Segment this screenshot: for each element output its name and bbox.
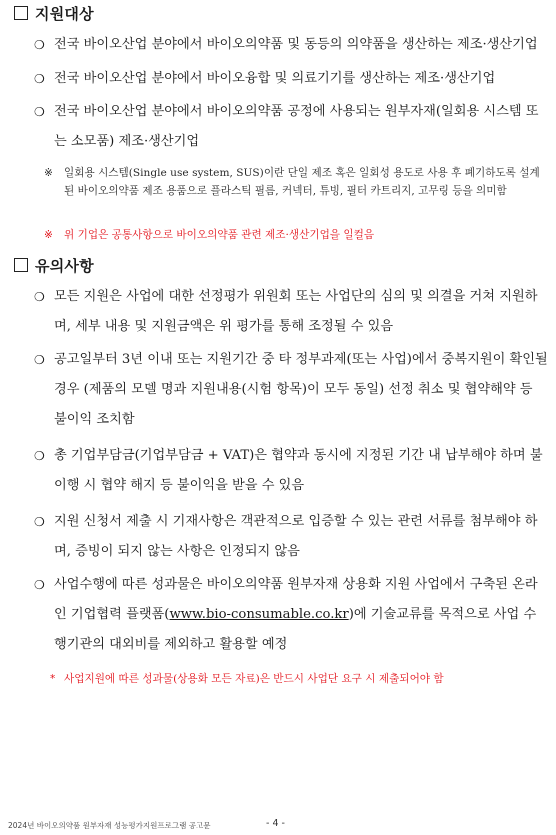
platform-link[interactable]: www.bio-consumable.co.kr: [169, 607, 349, 622]
section-title-text: 지원대상: [35, 5, 94, 23]
circle-bullet-icon: ❍: [34, 515, 45, 529]
list-item: [34, 97, 548, 157]
item-text-part: )에 기술교류를 목적으로 사업 수행기관의 대외비를 제외하고 활용할 예정: [54, 607, 537, 652]
list-item-text: 전국 바이오산업 분야에서 바이오의약품 공정에 사용되는 원부자재(일회용 시스템 또는 소모품) 제조·생산기업: [54, 104, 539, 149]
note-sus: [44, 164, 544, 200]
note-text: 위 기업은 공통사항으로 바이오의약품 관련 제조·생산기업을 일컬음: [64, 229, 375, 241]
circle-bullet-icon: ❍: [34, 105, 45, 119]
list-item: [34, 30, 548, 60]
section-title-eligibility: [14, 3, 94, 24]
reference-mark-icon: ※: [44, 229, 53, 241]
note-text: 일회용 시스템(Single use system, SUS)이란 단일 제조 혹은 일회성 용도로 사용 후 폐기하도록 설계된 바이오의약품 제조 용품으로 플라스틱 필름, 커넥터, 튜빙, 필터 카트리지, 고무링 등을 의미함: [64, 167, 540, 197]
list-item: [34, 282, 548, 342]
circle-bullet-icon: ❍: [34, 578, 45, 592]
list-item: [34, 345, 548, 435]
item-text-part: 사업수행에 따른 성과물은 바이오의약품 원부자재 상용화 지원 사업에서 구축된 온라인 기업협력 플랫폼(: [54, 577, 538, 622]
list-item-text: 전국 바이오산업 분야에서 바이오융합 및 의료기기를 생산하는 제조·생산기업: [54, 71, 496, 86]
list-item-text: 지원 신청서 제출 시 기재사항은 객관적으로 입증할 수 있는 관련 서류를 첨부해야 하며, 증빙이 되지 않는 사항은 인정되지 않음: [54, 514, 538, 559]
circle-bullet-icon: ❍: [34, 72, 45, 86]
list-item: [34, 507, 548, 567]
list-item-text: 전국 바이오산업 분야에서 바이오의약품 및 동등의 의약품을 생산하는 제조·생산기업: [54, 37, 538, 52]
circle-bullet-icon: ❍: [34, 449, 45, 463]
circle-bullet-icon: ❍: [34, 38, 45, 52]
circle-bullet-icon: ❍: [34, 290, 45, 304]
note-text: 사업지원에 따른 성과물(상용화 모든 자료)은 반드시 사업단 요구 시 제출되어야 함: [64, 673, 444, 685]
page-number: - 4 -: [266, 818, 285, 829]
list-item-text: 모든 지원은 사업에 대한 선정평가 위원회 또는 사업단의 심의 및 의결을 거쳐 지원하며, 세부 내용 및 지원금액은 위 평가를 통해 조정될 수 있음: [54, 289, 538, 334]
note-red-common: [44, 226, 544, 244]
list-item-text: [34, 570, 548, 660]
footer-doc-title: 2024년 바이오의약품 원부자재 성능평가지원프로그램 공고문: [8, 821, 211, 830]
section-title-text: 유의사항: [35, 257, 94, 275]
checkbox-square-icon: [14, 6, 28, 20]
list-item: [34, 441, 548, 501]
circle-bullet-icon: ❍: [34, 353, 45, 367]
section-title-precautions: [14, 255, 94, 276]
list-item-text: 공고일부터 3년 이내 또는 지원기간 중 타 정부과제(또는 사업)에서 중복지원이 확인될 경우 (제품의 모델 명과 지원내용(시험 항목)이 모두 동일) 선정 취소 및 협약해약 등 불이익 조치함: [54, 352, 548, 427]
note-red-deliverables: [44, 670, 544, 688]
list-item-text: 총 기업부담금(기업부담금 + VAT)은 협약과 동시에 지정된 기간 내 납부해야 하며 불이행 시 협약 해지 등 불이익을 받을 수 있음: [54, 448, 543, 493]
list-item: [34, 64, 548, 94]
asterisk-mark-icon: *: [50, 673, 56, 685]
checkbox-square-icon: [14, 258, 28, 272]
list-item: [34, 570, 548, 660]
reference-mark-icon: ※: [44, 167, 53, 179]
